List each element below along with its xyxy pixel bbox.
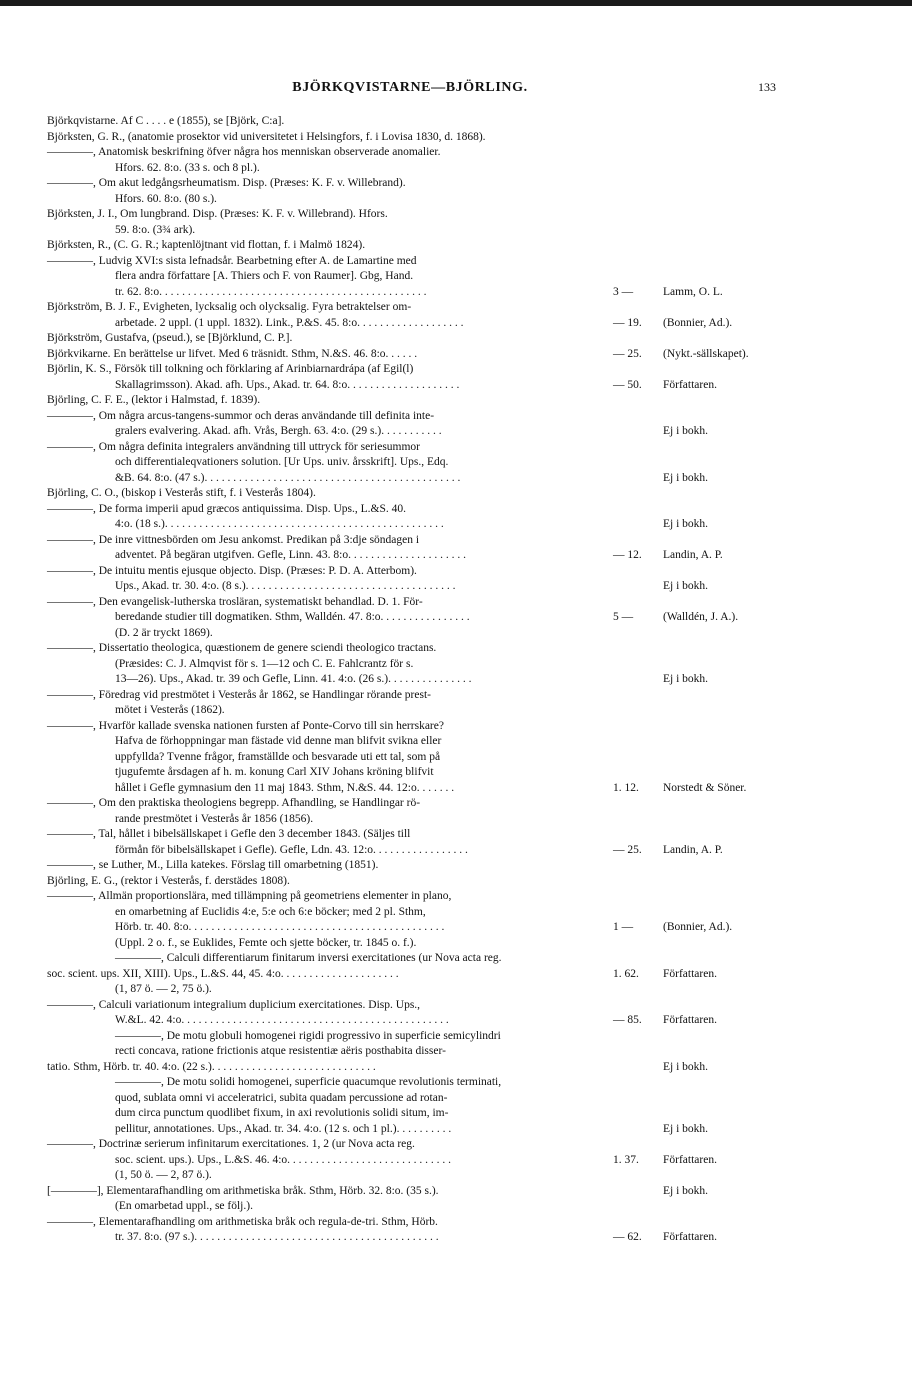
entry-text: Björksten, J. I., Om lungbrand. Disp. (Præses: K. F. v. Willebrand). Hfors.	[47, 208, 388, 220]
entry-publisher: Ej i bokh.	[663, 673, 709, 685]
listing-line	[47, 130, 877, 146]
page-title: BJÖRKQVISTARNE—BJÖRLING.	[292, 80, 528, 95]
entry-publisher: Ej i bokh.	[663, 1184, 709, 1197]
listing-line	[47, 347, 877, 363]
entry-text: Björkström, Gustafva, (pseud.), se [Björklund, C. P.].	[47, 332, 293, 344]
entry-text: (1, 87 ö. — 2, 75 ö.).	[115, 983, 212, 995]
entry-text: Björling, C. F. E., (lektor i Halmstad, f. 1839).	[47, 394, 261, 406]
listing-line	[47, 967, 877, 983]
entry-text: 4:o. (18 s.). . . . . . . . . . . . . . . . . . . . . . . . . . . . . . . . . . . . . . . . . . . . . . . . .	[115, 518, 444, 530]
listing-line	[47, 316, 877, 332]
entry-price: — 25.	[613, 843, 642, 856]
entry-text: tatio. Sthm, Hörb. tr. 40. 4:o. (22 s.). . . . . . . . . . . . . . . . . . . . . . . . . . . . .	[47, 1060, 376, 1073]
listing-line	[47, 1168, 877, 1184]
entry-text: tjugufemte årsdagen af h. m. konung Carl XIV Johans kröning blifvit	[115, 766, 434, 778]
entry-text: Björkström, B. J. F., Evigheten, lycksalig och olycksalig. Fyra betraktelser om-	[47, 301, 412, 313]
listing-line	[47, 145, 877, 161]
entry-price: 5 —	[613, 611, 634, 623]
entry-text: Hfors. 60. 8:o. (80 s.).	[115, 192, 217, 205]
entry-text: recti concava, ratione frictionis atque resistentiæ aëris posthabita disser-	[115, 1045, 446, 1057]
listing-line	[47, 1091, 877, 1107]
entry-text: ————, Om akut ledgångsrheumatism. Disp. (Præses: K. F. v. Willebrand).	[47, 177, 406, 189]
entry-text: ————, Tal, hållet i bibelsällskapet i Gefle den 3 december 1843. (Säljes till	[47, 828, 411, 840]
entry-text: ————, Den evangelisk-lutherska trosläran, systematiskt behandlad. D. 1. För-	[47, 595, 423, 608]
listing-line	[47, 703, 877, 719]
listing-line	[47, 827, 877, 843]
listing-line	[47, 610, 877, 626]
listing-line	[47, 1215, 877, 1231]
listing-line	[47, 161, 877, 177]
entry-text: ————, Om några definita integralers användning till uttryck för seriesummor	[47, 440, 421, 453]
entry-text: ————, Ludvig XVI:s sista lefnadsår. Bearbetning efter A. de Lamartine med	[47, 254, 417, 267]
entry-text: beredande studier till dogmatiken. Sthm, Walldén. 47. 8:o. . . . . . . . . . . . . . . .	[115, 611, 470, 623]
listing-line	[47, 858, 877, 874]
entry-text: Björlin, K. S., Försök till tolkning och förklaring af Arinbiarnardrápa (af Egil(l)	[47, 363, 414, 375]
entry-text: 59. 8:o. (3¾ ark).	[115, 223, 196, 236]
listing-line	[47, 796, 877, 812]
entry-text: (Uppl. 2 o. f., se Euklides, Femte och sjette böcker, tr. 1845 o. f.).	[115, 936, 417, 949]
listing-line	[47, 362, 877, 378]
page-header	[0, 80, 912, 98]
entry-text: ————, De motu solidi homogenei, superficie quacumque revolutionis terminati,	[115, 1076, 502, 1088]
entry-text: gralers evalvering. Akad. afh. Vrås, Bergh. 63. 4:o. (29 s.). . . . . . . . . . .	[115, 425, 442, 437]
listing-line	[47, 579, 877, 595]
entry-price: — 62.	[613, 1231, 642, 1243]
entry-text: mötet i Vesterås (1862).	[115, 704, 225, 716]
entry-publisher: Författaren.	[663, 967, 717, 980]
entry-text: ————, De inre vittnesbörden om Jesu ankomst. Predikan på 3:dje söndagen i	[47, 533, 420, 546]
entry-price: — 19.	[613, 316, 642, 329]
entry-text: ————, Elementarafhandling om arithmetiska bråk och regula-de-tri. Sthm, Hörb.	[47, 1215, 438, 1228]
listing-line	[47, 936, 877, 952]
listing-line	[47, 238, 877, 254]
entry-text: (Præsides: C. J. Almqvist för s. 1—12 och C. E. Fahlcrantz för s.	[115, 657, 414, 670]
listing-line	[47, 1137, 877, 1153]
listing-line	[47, 378, 877, 394]
entry-text: soc. scient. ups. XII, XIII). Ups., L.&S. 44, 45. 4:o. . . . . . . . . . . . . . . . . . . . .	[47, 967, 399, 980]
entry-text: dum circa punctum quodlibet fixum, in axi revolutionis solidi situm, im-	[115, 1107, 449, 1119]
listing-line	[47, 1060, 877, 1076]
listing-line	[47, 1184, 877, 1200]
catalog-listing	[47, 114, 877, 1246]
entry-text: Hörb. tr. 40. 8:o. . . . . . . . . . . . . . . . . . . . . . . . . . . . . . . . . . . . . . . . . . . . .	[115, 921, 445, 933]
listing-line	[47, 641, 877, 657]
entry-text: soc. scient. ups.). Ups., L.&S. 46. 4:o. . . . . . . . . . . . . . . . . . . . . . . . . . . . .	[115, 1153, 452, 1166]
listing-line	[47, 176, 877, 192]
listing-line	[47, 719, 877, 735]
entry-price: — 12.	[613, 549, 642, 561]
entry-publisher: (Bonnier, Ad.).	[663, 921, 733, 933]
listing-line	[47, 393, 877, 409]
listing-line	[47, 440, 877, 456]
listing-line	[47, 331, 877, 347]
entry-publisher: Författaren.	[663, 378, 717, 391]
entry-text: ————, Föredrag vid prestmötet i Vesterås år 1862, se Handlingar rörande prest-	[47, 688, 431, 701]
entry-text: ————, Allmän proportionslära, med tillämpning på geometriens elementer in plano,	[47, 890, 452, 902]
listing-line	[47, 1122, 877, 1138]
listing-line	[47, 874, 877, 890]
listing-line	[47, 471, 877, 487]
entry-publisher: Författaren.	[663, 1231, 717, 1243]
entry-text: förmån för bibelsällskapet i Gefle). Gefle, Ldn. 43. 12:o. . . . . . . . . . . . . . . . .	[115, 843, 468, 856]
listing-line	[47, 223, 877, 239]
listing-line	[47, 951, 877, 967]
entry-publisher: (Nykt.-sällskapet).	[663, 347, 749, 360]
listing-line	[47, 192, 877, 208]
listing-line	[47, 1075, 877, 1091]
entry-publisher: Norstedt & Söner.	[663, 781, 747, 794]
listing-line	[47, 424, 877, 440]
listing-line	[47, 1029, 877, 1045]
entry-text: ————, se Luther, M., Lilla katekes. Förslag till omarbetning (1851).	[47, 859, 379, 871]
scan-top-border	[0, 0, 912, 6]
entry-price: 1 —	[613, 921, 634, 933]
entry-publisher: Landin, A. P.	[663, 549, 723, 561]
listing-line	[47, 1230, 877, 1246]
entry-text: uppfyllda? Tvenne frågor, framställde och besvarade uti ett tal, som på	[115, 750, 441, 763]
listing-line	[47, 1153, 877, 1169]
entry-text: &B. 64. 8:o. (47 s.). . . . . . . . . . . . . . . . . . . . . . . . . . . . . . . . . . . . . . . . . . . . .	[115, 471, 461, 484]
entry-publisher: Ej i bokh.	[663, 518, 709, 530]
listing-line	[47, 548, 877, 564]
listing-line	[47, 455, 877, 471]
entry-price: — 50.	[613, 378, 642, 391]
entry-text: ————, Om några arcus-tangens-summor och deras användande till definita inte-	[47, 409, 435, 422]
entry-text: en omarbetning af Euclidis 4:e, 5:e och 6:e böcker; med 2 pl. Sthm,	[115, 905, 426, 918]
entry-text: ————, De motu globuli homogenei rigidi progressivo in superficie semicylindri	[115, 1029, 501, 1042]
listing-line	[47, 269, 877, 285]
listing-line	[47, 114, 877, 130]
entry-price: — 25.	[613, 347, 642, 360]
entry-text: Björkvikarne. En berättelse ur lifvet. Med 6 träsnidt. Sthm, N.&S. 46. 8:o. . . . . .	[47, 347, 418, 360]
entry-text: rande prestmötet i Vesterås år 1856 (1856).	[115, 812, 314, 825]
entry-price: — 85.	[613, 1014, 642, 1026]
entry-text: ————, Hvarför kallade svenska nationen fursten af Ponte-Corvo till sin herrskare?	[47, 719, 444, 732]
listing-line	[47, 1013, 877, 1029]
listing-line	[47, 734, 877, 750]
listing-line	[47, 920, 877, 936]
entry-text: hållet i Gefle gymnasium den 11 maj 1843. Sthm, N.&S. 44. 12:o. . . . . . .	[115, 781, 455, 794]
listing-line	[47, 672, 877, 688]
listing-line	[47, 750, 877, 766]
entry-text: ————, De intuitu mentis ejusque objecto. Disp. (Præses: P. D. A. Atterbom).	[47, 564, 417, 577]
entry-text: [————], Elementarafhandling om arithmetiska bråk. Sthm, Hörb. 32. 8:o. (35 s.).	[47, 1184, 439, 1197]
page-number: 133	[758, 80, 776, 94]
entry-text: ————, De forma imperii apud græcos antiquissima. Disp. Ups., L.&S. 40.	[47, 502, 407, 515]
entry-text: tr. 37. 8:o. (97 s.). . . . . . . . . . . . . . . . . . . . . . . . . . . . . . . . . . . . . . . . . . .	[115, 1231, 439, 1243]
entry-text: Björksten, G. R., (anatomie prosektor vid universitetet i Helsingfors, f. i Lovisa 1830, d. 1868).	[47, 130, 486, 143]
listing-line	[47, 843, 877, 859]
listing-line	[47, 1199, 877, 1215]
entry-publisher: (Bonnier, Ad.).	[663, 316, 733, 329]
listing-line	[47, 517, 877, 533]
entry-text: ————, Om den praktiska theologiens begrepp. Afhandling, se Handlingar rö-	[47, 797, 421, 809]
entry-price: 1. 62.	[613, 967, 639, 980]
entry-text: ————, Calculi differentiarum finitarum inversi exercitationes (ur Nova acta reg.	[115, 952, 502, 964]
listing-line	[47, 626, 877, 642]
entry-text: arbetade. 2 uppl. (1 uppl. 1832). Link., P.&S. 45. 8:o. . . . . . . . . . . . . . . . . . .	[115, 316, 464, 329]
entry-text: ————, Dissertatio theologica, quæstionem de genere sciendi theologico tractans.	[47, 642, 437, 654]
entry-text: Skallagrimsson). Akad. afh. Ups., Akad. tr. 64. 8:o. . . . . . . . . . . . . . . . . . . .	[115, 378, 460, 391]
entry-publisher: Landin, A. P.	[663, 843, 723, 856]
listing-line	[47, 285, 877, 301]
entry-text: (En omarbetad uppl., se följ.).	[115, 1200, 253, 1212]
entry-text: (D. 2 är tryckt 1869).	[115, 626, 213, 639]
listing-line	[47, 1044, 877, 1060]
entry-text: pellitur, annotationes. Ups., Akad. tr. 34. 4:o. (12 s. och 1 pl.). . . . . . . . . .	[115, 1122, 452, 1135]
entry-text: tr. 62. 8:o. . . . . . . . . . . . . . . . . . . . . . . . . . . . . . . . . . . . . . . . . . . . . . .	[115, 285, 427, 298]
entry-text: Björling, C. O., (biskop i Vesterås stift, f. i Vesterås 1804).	[47, 487, 316, 499]
listing-line	[47, 300, 877, 316]
entry-publisher: Författaren.	[663, 1153, 717, 1166]
entry-text: 13—26). Ups., Akad. tr. 39 och Gefle, Linn. 41. 4:o. (26 s.). . . . . . . . . . . . . . .	[115, 673, 472, 685]
listing-line	[47, 657, 877, 673]
listing-line	[47, 409, 877, 425]
entry-text: W.&L. 42. 4:o. . . . . . . . . . . . . . . . . . . . . . . . . . . . . . . . . . . . . . . . . . . . . . .	[115, 1014, 449, 1026]
entry-text: adventet. På begäran utgifven. Gefle, Linn. 43. 8:o. . . . . . . . . . . . . . . . . . . . .	[115, 549, 466, 561]
entry-publisher: (Walldén, J. A.).	[663, 611, 739, 623]
entry-price: 1. 12.	[613, 781, 639, 794]
entry-price: 1. 37.	[613, 1153, 639, 1166]
listing-line	[47, 1106, 877, 1122]
listing-line	[47, 254, 877, 270]
entry-text: (1, 50 ö. — 2, 87 ö.).	[115, 1169, 212, 1181]
entry-text: Hfors. 62. 8:o. (33 s. och 8 pl.).	[115, 161, 260, 174]
listing-line	[47, 905, 877, 921]
listing-line	[47, 595, 877, 611]
entry-publisher: Ej i bokh.	[663, 580, 709, 592]
listing-line	[47, 998, 877, 1014]
entry-text: Björling, E. G., (rektor i Vesterås, f. derstädes 1808).	[47, 874, 290, 887]
listing-line	[47, 207, 877, 223]
listing-line	[47, 533, 877, 549]
entry-text: och differentialeqvationers solution. [Ur Ups. univ. årsskrift]. Ups., Edq.	[115, 456, 449, 468]
entry-publisher: Lamm, O. L.	[663, 285, 723, 298]
listing-line	[47, 688, 877, 704]
listing-line	[47, 781, 877, 797]
entry-text: flera andra författare [A. Thiers och F. von Raumer]. Gbg, Hand.	[115, 270, 414, 282]
entry-publisher: Ej i bokh.	[663, 471, 709, 484]
entry-publisher: Ej i bokh.	[663, 425, 709, 437]
entry-text: quod, sublata omni vi acceleratrici, subita quadam percussione ad rotan-	[115, 1091, 448, 1104]
listing-line	[47, 564, 877, 580]
entry-text: Ups., Akad. tr. 30. 4:o. (8 s.). . . . . . . . . . . . . . . . . . . . . . . . . . . . . . . . . . . . .	[115, 580, 456, 592]
entry-text: Björkqvistarne. Af C . . . . e (1855), se [Björk, C:a].	[47, 115, 285, 127]
entry-publisher: Ej i bokh.	[663, 1060, 709, 1073]
entry-text: Björksten, R., (C. G. R.; kaptenlöjtnant vid flottan, f. i Malmö 1824).	[47, 239, 366, 251]
listing-line	[47, 889, 877, 905]
entry-text: ————, Calculi variationum integralium duplicium exercitationes. Disp. Ups.,	[47, 998, 421, 1011]
entry-publisher: Ej i bokh.	[663, 1122, 709, 1135]
listing-line	[47, 765, 877, 781]
entry-text: ————, Doctrinæ serierum infinitarum exercitationes. 1, 2 (ur Nova acta reg.	[47, 1138, 415, 1150]
entry-text: ————, Anatomisk beskrifning öfver några hos menniskan observerade anomalier.	[47, 146, 441, 158]
listing-line	[47, 812, 877, 828]
listing-line	[47, 982, 877, 998]
entry-price: 3 —	[613, 285, 634, 298]
listing-line	[47, 502, 877, 518]
entry-text: Hafva de förhoppningar man fästade vid denne man blifvit svikna eller	[115, 735, 442, 747]
listing-line	[47, 486, 877, 502]
entry-publisher: Författaren.	[663, 1014, 717, 1026]
